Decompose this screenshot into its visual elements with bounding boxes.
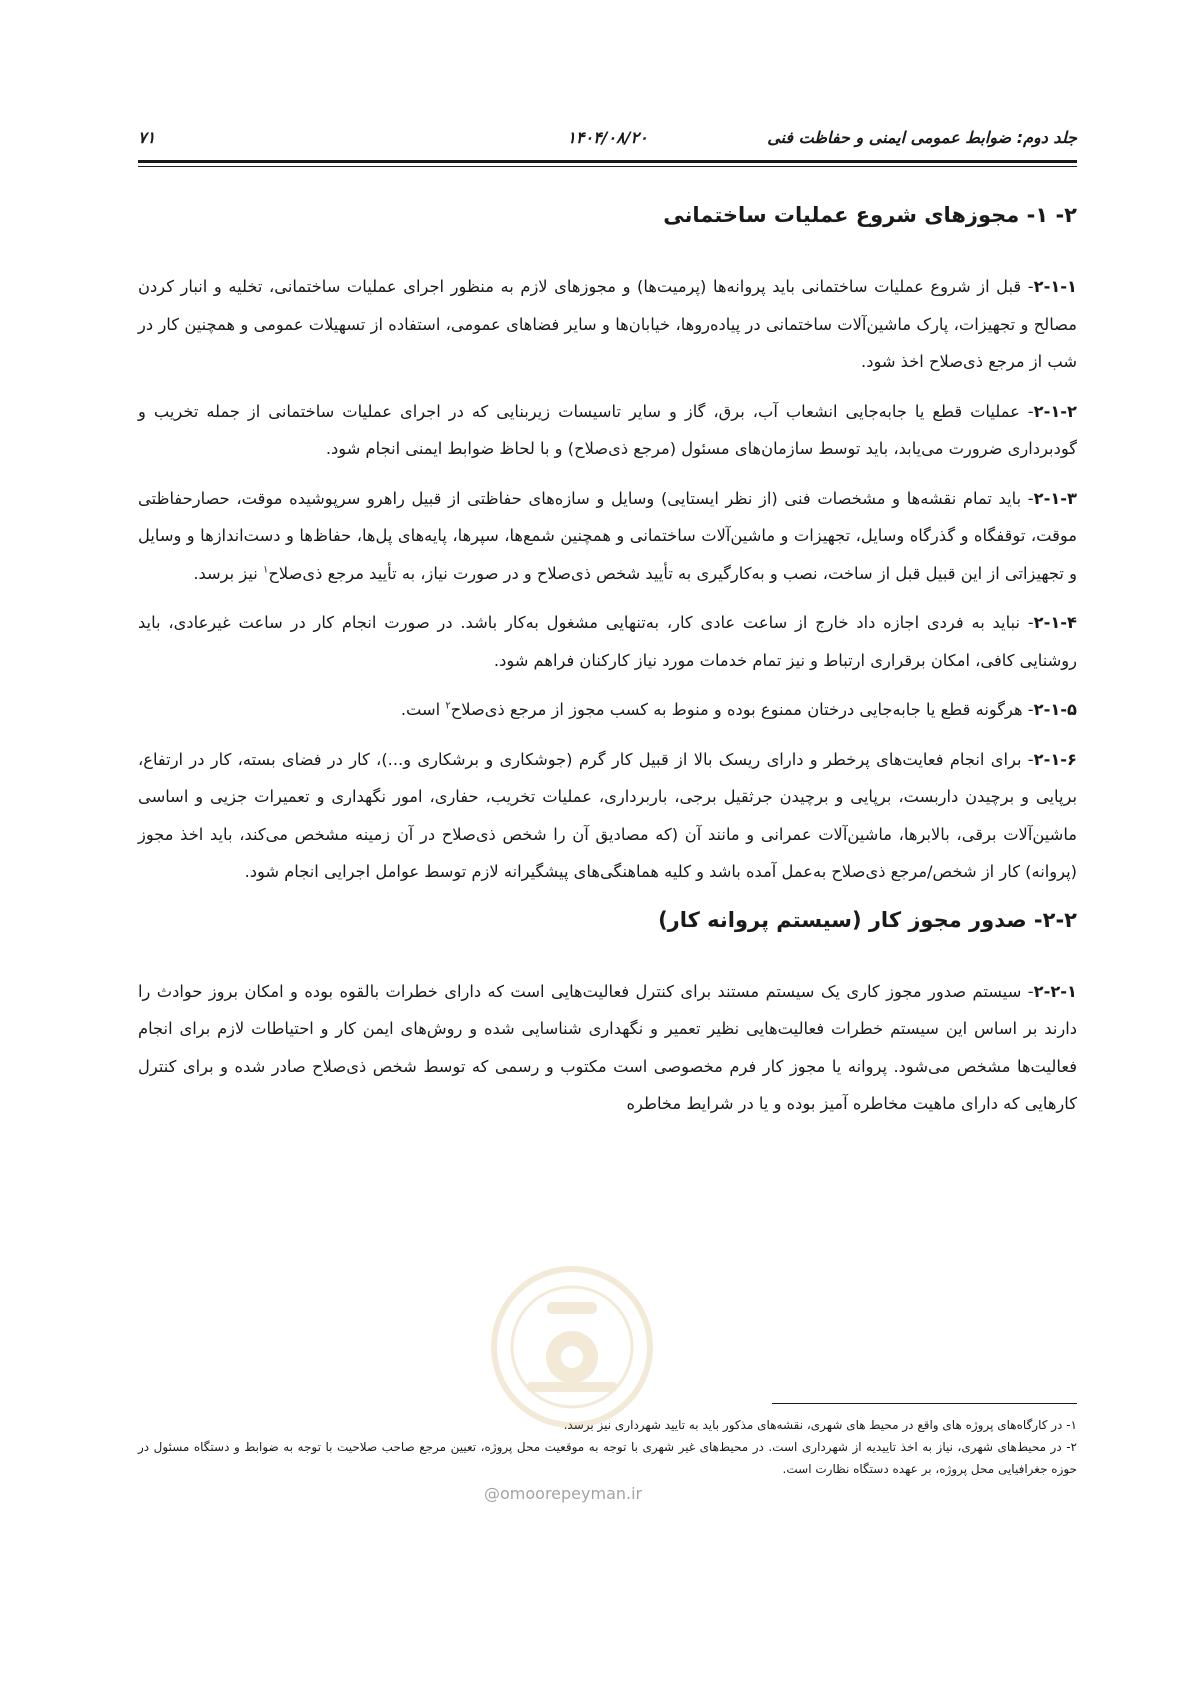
footnote: ۱- در کارگاه‌های پروژه های واقع در محیط های شهری، نقشه‌های مذکور باید به تایید شهرداری نیز برسد. bbox=[563, 1418, 1077, 1432]
paragraph bbox=[138, 604, 1077, 679]
page-number: ۷۱ bbox=[138, 128, 156, 147]
paragraph-number: ۲-۱-۴ bbox=[1033, 613, 1077, 632]
header-rule-thin bbox=[138, 166, 1077, 167]
paragraph-number: ۲-۱-۱ bbox=[1033, 277, 1077, 296]
paragraph-text: - عملیات قطع یا جابه‌جایی انشعاب آب، برق، گاز و سایر تاسیسات زیربنایی که در اجرای عملیات ساختمانی از جمله تخریب و گودبرداری ضرورت می‌یابد، باید توسط سازمان‌های مسئول (مرجع ذی‌صلاح) و با لحاظ ضوابط ایمنی انجام شود. bbox=[138, 401, 1077, 458]
paragraph-number: ۲-۱-۲ bbox=[1033, 401, 1077, 421]
main-content bbox=[138, 200, 1077, 1135]
paragraph-number: ۲-۱-۵ bbox=[1033, 700, 1077, 719]
paragraph-text: - برای انجام فعایت‌های پرخطر و دارای ریسک بالا از قبیل کار گرم (جوشکاری و برشکاری و...)، کار در فضای بسته، کار در ارتفاع، برپایی و برچیدن داربست، برپایی و برچیدن جرثقیل برجی، باربرداری، عملیات تخریب، حفاری، امور نگهداری و تعمیرات جزیی و اساسی ماشین‌آلات برقی، بالابرها، ماشین‌آلات عمرانی و مانند آن (که مصادیق آن را شخص ذی‌صلاح در آن زمینه مشخص می‌کند، باید اخذ مجوز (پروانه) کار از شخص/مرجع ذی‌صلاح به‌عمل آمده باشد و کلیه هماهنگی‌های پیشگیرانه لازم توسط عوامل اجرایی انجام شود. bbox=[138, 749, 1077, 881]
page-header bbox=[138, 128, 1077, 154]
paragraph bbox=[138, 268, 1077, 381]
paragraph-text-tail: نیز برسد. bbox=[193, 563, 263, 583]
footnote-ref: ۱ bbox=[262, 564, 269, 576]
paragraph bbox=[138, 480, 1077, 593]
paragraph-text: - نباید به فردی اجازه داد خارج از ساعت عادی کار، به‌تنهایی مشغول به‌کار باشد. در صورت انجام کار در ساعت غیرعادی، باید روشنایی کافی، امکان برقراری ارتباط و نیز تمام خدمات مورد نیاز کارکنان فراهم شود. bbox=[138, 613, 1077, 670]
paragraph-text: - هرگونه قطع یا جابه‌جایی درختان ممنوع بوده و منوط به کسب مجوز از مرجع ذی‌صلاح bbox=[450, 700, 1034, 719]
footnote-separator bbox=[772, 1403, 1077, 1404]
header-rule-thick bbox=[138, 160, 1077, 163]
watermark-seal-icon bbox=[487, 1262, 657, 1432]
paragraph-number: ۲-۲-۱ bbox=[1033, 981, 1077, 1001]
paragraph-text: - سیستم صدور مجوز کاری یک سیستم مستند برای کنترل فعالیت‌هایی است که دارای خطرات بالقوه بوده و امکان بروز حوادث را دارند بر اساس این سیستم خطرات فعالیت‌هایی نظیر تعمیر و نگهداری شناسایی شده و روش‌های ایمن کار و احتیاطات لازم برای انجام فعالیت‌ها مشخص می‌شود. پروانه یا مجوز کار فرم مخصوصی است مکتوب و رسمی که توسط شخص ذی‌صلاح صادر شده و برای کنترل کارهایی که دارای ماهیت مخاطره آمیز بوده و یا در شرایط مخاطره bbox=[138, 981, 1077, 1113]
paragraph bbox=[138, 691, 1077, 729]
paragraph bbox=[138, 393, 1077, 468]
footnote: ۲- در محیط‌های شهری، نیاز به اخذ تاییدیه از شهرداری است. در محیط‌های غیر شهری با توجه به موقعیت محل پروژه، تعیین مرجع صاحب صلاحیت با توجه به ضوابط و دستگاه مسئول در حوزه جغرافیایی محل پروژه، بر عهده دستگاه نظارت است. bbox=[138, 1440, 1077, 1476]
paragraph-text: - باید تمام نقشه‌ها و مشخصات فنی (از نظر ایستایی) وسایل و سازه‌های حفاظتی از قبیل راهرو سرپوشیده موقت، حصارحفاظتی موقت، توقفگاه و گذرگاه وسایل، تجهیزات و ماشین‌آلات ساختمانی و همچنین شمع‌ها، سپرها، پایه‌های پل‌ها، حفاظ‌ها و دست‌اندازها و وسایل و تجهیزاتی از این قبیل قبل از ساخت، نصب و به‌کارگیری به تأیید شخص ذی‌صلاح و در صورت نیاز، به تأیید مرجع ذی‌صلاح bbox=[138, 488, 1077, 583]
section-heading: ۲-۲- صدور مجوز کار (سیستم پروانه کار) bbox=[658, 907, 1077, 932]
paragraph-number: ۲-۱-۳ bbox=[1033, 488, 1077, 508]
footnote-ref: ۲ bbox=[445, 700, 451, 712]
section-heading: ۲- ۱- مجوزهای شروع عملیات ساختمانی bbox=[663, 203, 1077, 227]
paragraph-number: ۲-۱-۶ bbox=[1033, 749, 1077, 769]
book-title: جلد دوم: ضوابط عمومی ایمنی و حفاظت فنی bbox=[767, 128, 1077, 147]
watermark-text: @omoorepeyman.ir bbox=[484, 1484, 643, 1503]
header-date: ۱۴۰۴/۰۸/۲۰ bbox=[567, 128, 648, 147]
paragraph bbox=[138, 741, 1077, 891]
paragraph-text-tail: است. bbox=[400, 700, 446, 719]
paragraph-text: - قبل از شروع عملیات ساختمانی باید پروانه‌ها (پرمیت‌ها) و مجوزهای لازم به منظور اجرای عملیات ساختمانی، تخلیه و انبار کردن مصالح و تجهیزات، پارک ماشین‌آلات ساختمانی در پیاده‌روها، خیابان‌ها و سایر فضاهای عمومی، استفاده از تسهیلات عمومی و همچنین کار در شب از مرجع ذی‌صلاح اخذ شود. bbox=[138, 277, 1077, 371]
paragraph bbox=[138, 973, 1077, 1123]
